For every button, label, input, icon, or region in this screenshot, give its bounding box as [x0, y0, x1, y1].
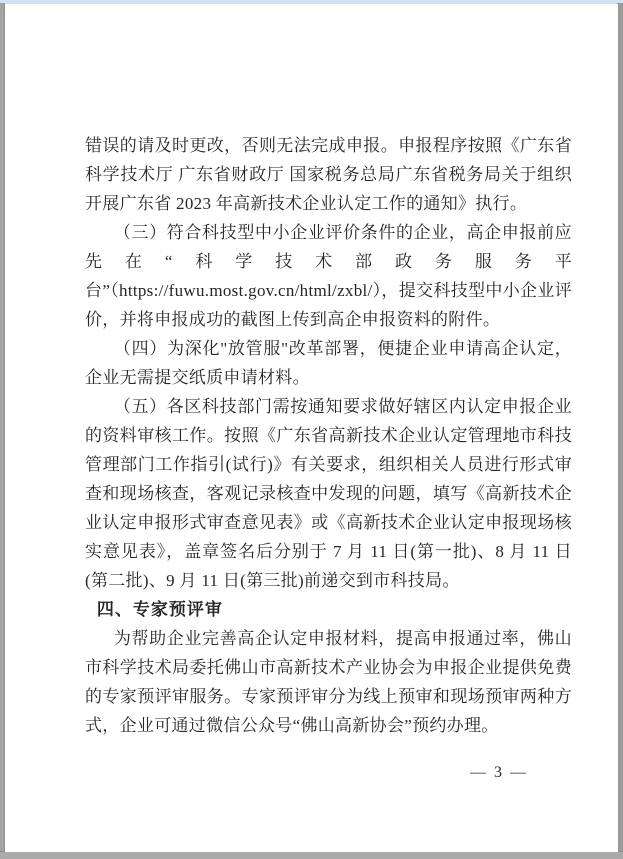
document-body — [85, 131, 572, 740]
page-number: — 3 — — [470, 764, 528, 781]
paragraph-item-five: （五）各区科技部门需按通知要求做好辖区内认定申报企业的资料审核工作。按照《广东省高新技术企业认定管理地市科技管理部门工作指引(试行)》有关要求，组织相关人员进行形式审查和现场核查，客观记录核查中发现的问题，填写《高新技术企业认定申报形式审查意见表》或《高新技术企业认定申报现场核实意见表》，盖章签名后分别于 7 月 11 日(第一批)、8 月 11 日(第二批)、9 月 11 日(第三批)前递交到市科技局。 — [85, 397, 572, 590]
paragraph-item-three: （三）符合科技型中小企业评价条件的企业，高企申报前应先在“科学技术部政务服务平台”（https://fuwu.most.gov.cn/html/zxbl/），提交科技型中小企业评价，并将申报成功的截图上传到高企申报资料的附件。 — [85, 223, 572, 329]
paragraph-continuation: 错误的请及时更改，否则无法完成申报。申报程序按照《广东省科学技术厅 广东省财政厅 国家税务总局广东省税务局关于组织开展广东省 2023 年高新技术企业认定工作的通知》执行。 — [85, 136, 572, 213]
section-heading-expert-pre-review: 四、专家预评审 — [96, 600, 223, 619]
paragraph-item-four: （四）为深化"放管服"改革部署，便捷企业申请高企认定，企业无需提交纸质申请材料。 — [85, 339, 572, 387]
bottom-edge-bar — [0, 851, 623, 859]
paragraph-expert-pre-review-body: 为帮助企业完善高企认定申报材料，提高申报通过率，佛山市科学技术局委托佛山市高新技术产业协会为申报企业提供免费的专家预评审服务。专家预评审分为线上预审和现场预审两种方式，企业可通过微信公众号“佛山高新协会”预约办理。 — [85, 629, 572, 735]
document-page — [5, 4, 618, 852]
